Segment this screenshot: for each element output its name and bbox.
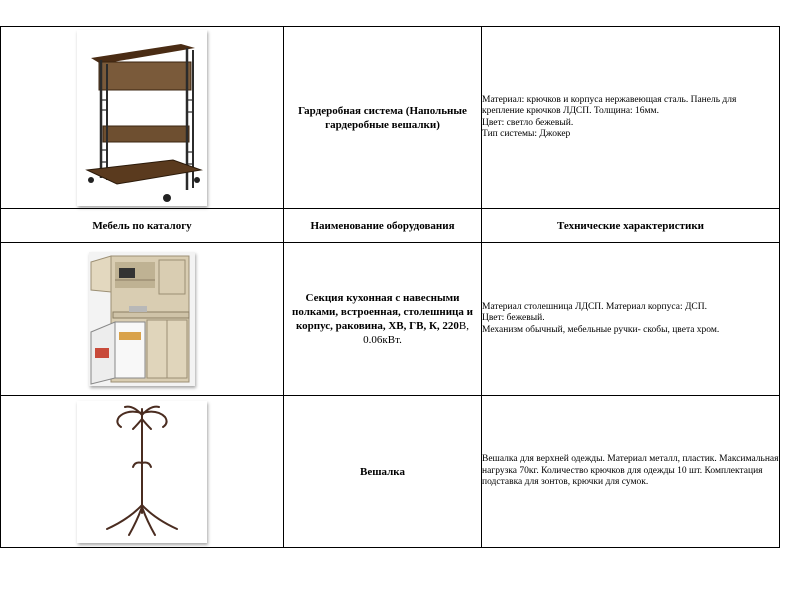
column-header-specs: Технические характеристики (482, 209, 780, 243)
image-cell (1, 396, 284, 548)
spec-line: Материал столешница ЛДСП. Материал корпуса: ДСП. (482, 301, 708, 312)
table-row (1, 243, 780, 396)
image-cell (1, 243, 284, 396)
equipment-specs (482, 27, 780, 209)
table-header (1, 209, 780, 243)
spec-line: Цвет: светло бежевый. (482, 117, 574, 128)
spec-line: Тип системы: Джокер (482, 129, 571, 139)
coat-stand-image (77, 401, 207, 543)
equipment-name: Вешалка (284, 396, 482, 548)
table-row (1, 396, 780, 548)
spec-line: Материал: крючков и корпуса нержавеющая сталь. Панель для крепление крючков ЛДСП. Толщина: 16мм. (482, 94, 737, 116)
spec-line: Вешалка для верхней одежды. Материал металл, пластик. Максимальная нагрузка 70кг. Количество крючков для одежды 10 шт. Комплектация (482, 454, 779, 476)
image-cell (1, 27, 284, 209)
spec-line: Механизм обычный, мебельные ручки- скобы, цвета хром. (482, 324, 720, 335)
spec-line: подставка для зонтов, крючки для сумок. (482, 477, 649, 488)
equipment-table (0, 26, 780, 548)
equipment-specs (482, 243, 780, 396)
kitchen-section-image (89, 252, 195, 386)
equipment-name (284, 243, 482, 396)
wardrobe-rack-image (77, 30, 207, 206)
equipment-name-tail: В, 0.06кВт. (363, 320, 470, 346)
equipment-name-bold: Секция кухонная с навесными полками, встроенная, столешница и корпус, раковина, ХВ, ГВ, К, 220 (292, 292, 473, 332)
spec-line: Цвет: бежевый. (482, 313, 545, 324)
equipment-name: Гардеробная система (Напольные гардеробные вешалки) (284, 27, 482, 209)
table-row (1, 27, 780, 209)
column-header-catalog: Мебель по каталогу (1, 209, 284, 243)
column-header-name: Наименование оборудования (284, 209, 482, 243)
equipment-specs (482, 396, 780, 548)
